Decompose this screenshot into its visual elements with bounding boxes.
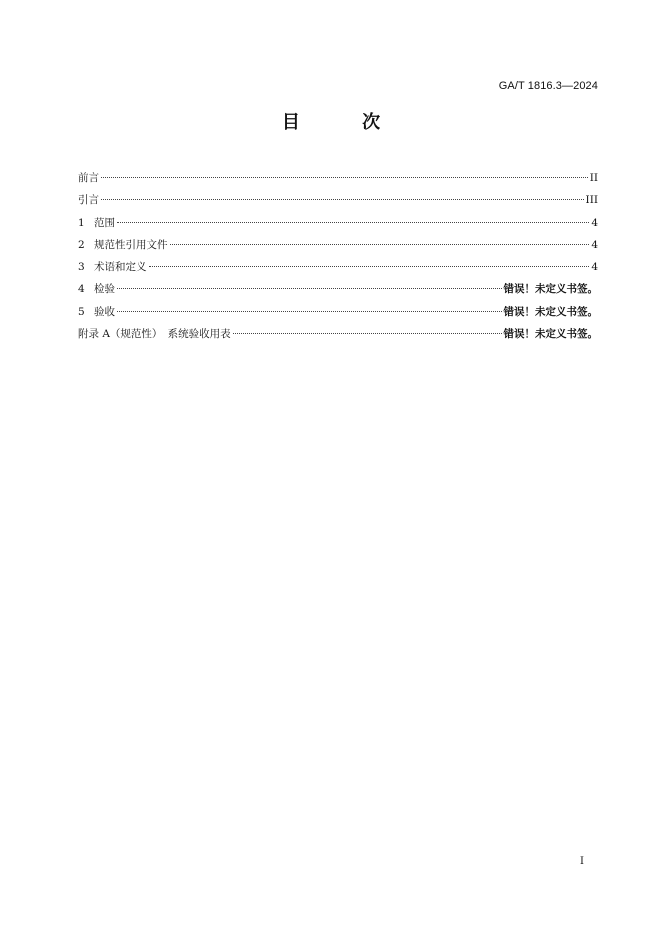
toc-page-number: 4 bbox=[591, 261, 598, 274]
dot-leader bbox=[233, 333, 502, 334]
toc-entry-inspection[interactable] bbox=[78, 281, 598, 303]
toc-entry-scope[interactable] bbox=[78, 215, 598, 237]
toc-entry-title: 检验 bbox=[94, 283, 115, 296]
table-of-contents bbox=[78, 170, 598, 348]
toc-heading: 目 次 bbox=[281, 112, 409, 133]
toc-entry-number: 5 bbox=[78, 305, 85, 318]
dot-leader bbox=[101, 199, 584, 200]
toc-entry-introduction[interactable] bbox=[78, 192, 598, 214]
toc-entry-terms-definitions[interactable] bbox=[78, 259, 598, 281]
toc-entry-title: 附录 A（规范性） 系统验收用表 bbox=[78, 328, 231, 341]
toc-page-number: 4 bbox=[591, 216, 598, 229]
toc-entry-number: 1 bbox=[78, 216, 85, 229]
toc-entry-title: 前言 bbox=[78, 172, 99, 184]
toc-entry-normative-references[interactable] bbox=[78, 237, 598, 259]
dot-leader bbox=[149, 266, 590, 267]
toc-entry-number: 3 bbox=[78, 261, 85, 274]
toc-entry-title: 引言 bbox=[78, 194, 99, 207]
toc-page-number: III bbox=[585, 194, 598, 207]
toc-entry-title: 验收 bbox=[94, 305, 115, 318]
dot-leader bbox=[117, 288, 502, 289]
toc-entry-title: 术语和定义 bbox=[94, 261, 147, 274]
toc-bookmark-error: 错误！未定义书签。 bbox=[503, 305, 598, 318]
page-number: I bbox=[580, 856, 584, 867]
dot-leader bbox=[117, 222, 589, 223]
dot-leader bbox=[101, 177, 588, 178]
toc-page-number: 4 bbox=[591, 238, 598, 251]
toc-entry-number: 4 bbox=[78, 283, 85, 296]
toc-entry-annex-a[interactable] bbox=[78, 326, 598, 348]
toc-page-number: II bbox=[589, 172, 598, 184]
dot-leader bbox=[117, 311, 502, 312]
toc-entry-number: 2 bbox=[78, 238, 85, 251]
toc-entry-foreword[interactable] bbox=[78, 170, 598, 192]
toc-entry-title: 规范性引用文件 bbox=[94, 238, 168, 251]
toc-bookmark-error: 错误！未定义书签。 bbox=[503, 328, 598, 341]
dot-leader bbox=[170, 244, 590, 245]
document-code: GA/T 1816.3—2024 bbox=[498, 80, 598, 92]
toc-entry-acceptance[interactable] bbox=[78, 304, 598, 326]
toc-entry-title: 范围 bbox=[94, 216, 115, 229]
toc-bookmark-error: 错误！未定义书签。 bbox=[503, 283, 598, 296]
